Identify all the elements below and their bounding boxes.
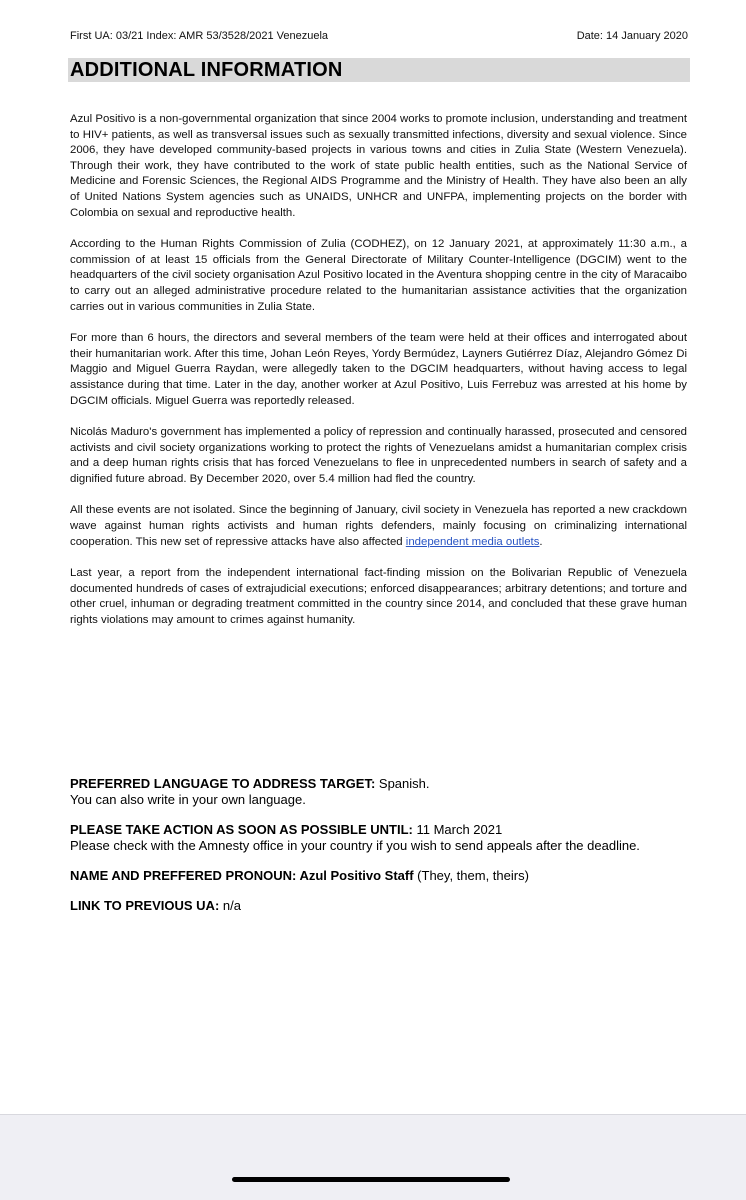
language-note: You can also write in your own language. xyxy=(70,792,306,807)
header-index: First UA: 03/21 Index: AMR 53/3528/2021 Venezuela xyxy=(70,30,329,42)
paragraph-fact-finding: Last year, a report from the independent international fact-finding mission on the Bolivarian Republic of Venezuela documented hundreds of cases of extrajudicial executions; enforced disappearances; arbitrary detentions; and torture and other cruel, inhuman or degrading treatment committed in the country since 2014, and concluded that these grave human rights violations may amount to crimes against humanity. xyxy=(70,567,687,627)
link-value: n/a xyxy=(219,898,241,913)
name-label: NAME AND PREFFERED PRONOUN: xyxy=(70,868,297,883)
bottom-bar xyxy=(0,1114,746,1200)
name-pronoun: (They, them, theirs) xyxy=(413,868,529,883)
section-title: ADDITIONAL INFORMATION xyxy=(70,59,343,81)
body-text xyxy=(70,112,687,645)
crackdown-text-end: . xyxy=(539,535,543,548)
crackdown-text: All these events are not isolated. Since the beginning of January, civil society in Venezuela has reported a new crackdown wave against human rights activists and human rights defenders, mainly focusing on criminalizing international cooperation. This new set of repressive attacks have also affected xyxy=(70,504,687,548)
header-date: Date: 14 January 2020 xyxy=(576,30,688,42)
paragraph-maduro-government: Nicolás Maduro's government has implemented a policy of repression and continually harassed, prosecuted and censored activists and civil society organizations working to protect the rights of Venezuelans amidst a humanitarian complex crisis and a deep human rights crisis that has forced Venezuelans to flee in unprecedented numbers in search of safety and a dignified future abroad. By December 2020, over 5.4 million had fled the country. xyxy=(70,426,687,485)
action-deadline xyxy=(70,822,690,854)
section-title-bar xyxy=(68,58,690,82)
independent-media-link[interactable]: independent media outlets xyxy=(405,535,540,548)
preferred-language xyxy=(70,776,690,808)
deadline-note: Please check with the Amnesty office in your country if you wish to send appeals after the deadline. xyxy=(70,838,640,853)
home-indicator[interactable] xyxy=(232,1177,510,1182)
paragraph-codhez-report: According to the Human Rights Commission of Zulia (CODHEZ), on 12 January 2021, at approximately 11:30 a.m., a commission of at least 15 officials from the General Directorate of Military Counter-Intelligence (DGCIM) went to the headquarters of the civil society organisation Azul Positivo located in the Aventura shopping centre in the city of Maracaibo to carry out an alleged administrative procedure related to the humanitarian assistance activities that the organization carries out in various communities in Zulia State. xyxy=(70,238,687,313)
language-value: Spanish. xyxy=(375,776,430,791)
action-details xyxy=(70,776,690,928)
paragraph-crackdown xyxy=(70,503,687,550)
paragraph-azul-positivo: Azul Positivo is a non-governmental organization that since 2004 works to promote inclusion, understanding and treatment to HIV+ patients, as well as transversal issues such as sexually transmitted infections, diversity and sexual violence. Since 2006, they have developed community-based projects in various towns and cities in Zulia State (Western Venezuela). Through their work, they have contributed to the work of state public health entities, such as the National Service of Medicine and Forensic Sciences, the Regional AIDS Programme and the Ministry of Health. They have also been an ally of United Nations System agencies such as UNAIDS, UNHCR and UNFPA, implementing projects on the border with Colombia on sexual and reproductive health. xyxy=(70,113,687,219)
deadline-value: 11 March 2021 xyxy=(412,822,503,837)
name-and-pronoun xyxy=(70,868,690,884)
link-label: LINK TO PREVIOUS UA: xyxy=(70,898,220,913)
deadline-label: PLEASE TAKE ACTION AS SOON AS POSSIBLE UNTIL: xyxy=(70,822,413,837)
paragraph-detentions: For more than 6 hours, the directors and several members of the team were held at their offices and interrogated about their humanitarian work. After this time, Johan León Reyes, Yordy Bermúdez, Layners Gutiérrez Díaz, Alejandro Gómez Di Maggio and Miguel Guerra Raydan, were allegedly taken to the DGCIM headquarters, without having access to legal assistance during that time. Later in the day, another worker at Azul Positivo, Luis Ferrebuz was arrested at his home by DGCIM officials. Miguel Guerra was reportedly released. xyxy=(70,332,687,407)
previous-ua-link xyxy=(70,898,690,914)
language-label: PREFERRED LANGUAGE TO ADDRESS TARGET: xyxy=(70,776,376,791)
name-value: Azul Positivo Staff xyxy=(296,868,414,883)
